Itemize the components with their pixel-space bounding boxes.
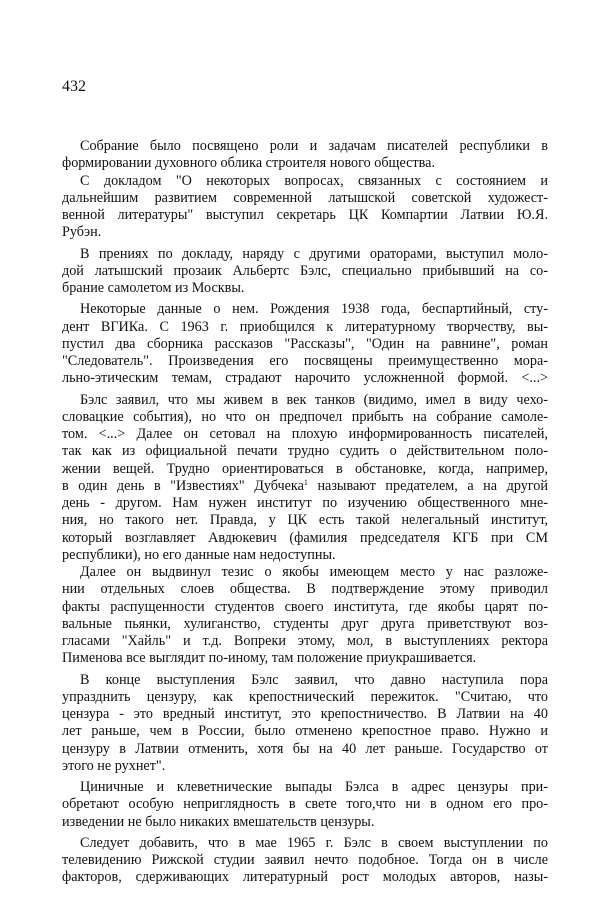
text-line: обретают особую неприглядность в свете того,что ни в одном его про- <box>62 796 548 813</box>
text-line: дент ВГИКа. С 1963 г. приобщился к литературному творчеству, вы- <box>62 318 548 335</box>
paragraph-8 <box>62 779 548 831</box>
text-span: в один день в "Известиях" Дубчека <box>62 477 304 494</box>
text-line: факторов, сдерживающих литературный рост молодых авторов, назы- <box>62 869 548 886</box>
text-line: Циничные и клеветнические выпады Бэлса в адрес цензуры при- <box>80 779 548 795</box>
text-line: формировании духовного облика строителя нового общества. <box>62 155 435 172</box>
paragraph-7 <box>62 672 548 776</box>
text-line: венной литературы" выступил секретарь ЦК Компартии Латвии Ю.Я. <box>62 207 548 223</box>
text-line: день - другом. Нам нужен институт по изучению общественного мне- <box>62 495 548 511</box>
text-line: Следует добавить, что в мае 1965 г. Бэлс в своем выступлении по <box>80 834 548 851</box>
text-line: вальные пьянки, хулиганство, студенты друг друга приветствуют воз- <box>62 615 548 632</box>
text-line: Собрание было посвящено роли и задачам писателей республики в <box>80 138 548 154</box>
text-line: ния, но такого нет. Правда, у ЦК есть такой нелегальный институт, <box>62 512 548 529</box>
text-line: льно-этическим темам, страдают нарочито усложненной формой. <...> <box>62 370 548 387</box>
text-line: словацкие события), но что он предпочел прибыть на собрание самоле- <box>62 408 548 425</box>
text-line: цензуру в Латвии отменить, хотя бы на 40 лет раньше. Государство от <box>62 740 548 757</box>
paragraph-6 <box>62 564 548 668</box>
text-line: В конце выступления Бэлс заявил, что давно наступила пора <box>80 671 548 688</box>
paragraph-4 <box>62 301 548 387</box>
paragraph-9 <box>62 835 548 887</box>
text-line: Бэлс заявил, что мы живем в век танков (видимо, имел в виду чехо- <box>80 391 548 408</box>
page-number: 432 <box>62 78 86 95</box>
text-line: Далее он выдвинул тезис о якобы имеющем место у нас разложе- <box>80 564 548 580</box>
text-span: называют предателем, а на другой <box>307 477 548 494</box>
text-line: изведении не было никаких вмешательств цензуры. <box>62 813 375 830</box>
footnote-marker: 1 <box>303 477 308 487</box>
paragraph-5 <box>62 392 548 565</box>
text-line: дой латышский прозаик Альбертс Бэлс, специально прибывший на со- <box>62 262 548 279</box>
text-line: телевидению Рижской студии заявил нечто подобное. Тогда он в числе <box>62 852 548 868</box>
text-line: факты распущенности студентов своего института, где якобы царят по- <box>62 598 548 615</box>
text-line: "Следователь". Произведения его посвящены преимущественно мора- <box>62 353 548 369</box>
text-line: так как из официальной печати трудно судить о действительном поло- <box>62 443 548 460</box>
paragraph-3 <box>62 246 548 298</box>
paragraph-2 <box>62 173 548 242</box>
text-line: брание самолетом из Москвы. <box>62 280 245 296</box>
text-line: Некоторые данные о нем. Рождения 1938 года, беспартийный, сту- <box>80 301 548 318</box>
text-line-with-footnote <box>62 478 548 495</box>
text-line: гласами "Хайль" и т.д. Вопреки этому, мол, в выступлениях ректора <box>62 633 548 649</box>
text-line: лет раньше, чем в России, было отменено крепостное право. Нужно и <box>62 723 548 740</box>
text-line: жении вещей. Трудно ориентироваться в обстановке, когда, например, <box>62 460 548 477</box>
text-line: который возглавляет Авдюкевич (фамилия председателя КГБ при СМ <box>62 529 548 546</box>
text-line: том. <...> Далее он сетовал на плохую информированность писателей, <box>62 426 548 442</box>
text-line: цензура - это вредный институт, это крепостничество. В Латвии на 40 <box>62 706 548 722</box>
text-line: упразднить цензуру, как крепостнический пережиток. "Считаю, что <box>62 688 548 705</box>
text-line: нии отдельных слоев общества. В подтверждение этому приводил <box>62 581 548 598</box>
paragraph-1 <box>62 138 548 173</box>
text-line: этого не рухнет". <box>62 757 166 774</box>
text-line: дальнейшим развитием современной латышской советской художест- <box>62 189 548 206</box>
text-line: С докладом "О некоторых вопросах, связанных с состоянием и <box>80 172 548 189</box>
text-line: пустил два сборника рассказов "Рассказы", "Один на равнине", роман <box>62 335 548 352</box>
text-line: республики), но его данные нам недоступны. <box>62 546 336 563</box>
page-body <box>62 138 548 887</box>
text-line: Рубэн. <box>62 224 102 241</box>
text-line: Пименова все выглядит по-иному, там положение приукрашивается. <box>62 650 477 667</box>
text-line: В прениях по докладу, наряду с другими ораторами, выступил моло- <box>80 245 548 262</box>
